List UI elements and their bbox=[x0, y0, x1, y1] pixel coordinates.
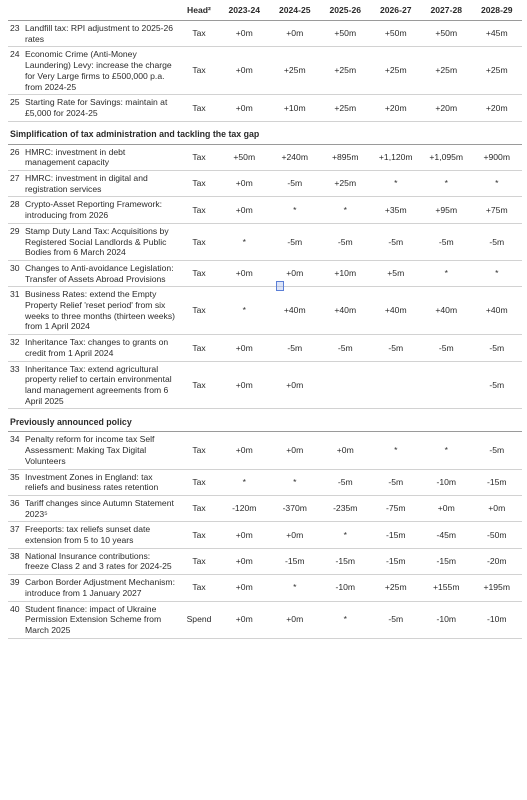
row-value: -235m bbox=[320, 495, 371, 521]
row-value: +0m bbox=[219, 260, 270, 286]
row-value: +0m bbox=[320, 432, 371, 469]
header-year: 2023-24 bbox=[219, 0, 270, 21]
row-head: Tax bbox=[179, 287, 219, 335]
row-value: +5m bbox=[371, 260, 422, 286]
table-row bbox=[8, 47, 522, 95]
row-value: +240m bbox=[270, 144, 321, 170]
row-number: 24 bbox=[8, 47, 25, 95]
row-value: -5m bbox=[472, 361, 523, 409]
row-number: 32 bbox=[8, 335, 25, 361]
row-head: Tax bbox=[179, 21, 219, 47]
row-head: Tax bbox=[179, 223, 219, 260]
row-number: 37 bbox=[8, 522, 25, 548]
table-row bbox=[8, 469, 522, 495]
row-value: -15m bbox=[421, 548, 472, 574]
row-value: +50m bbox=[219, 144, 270, 170]
row-value: +0m bbox=[219, 361, 270, 409]
row-number: 30 bbox=[8, 260, 25, 286]
row-description: Stamp Duty Land Tax: Acquisitions by Registered Social Landlords & Public Bodies from 6 March 2024 bbox=[25, 223, 179, 260]
row-value: -5m bbox=[371, 601, 422, 638]
row-number: 36 bbox=[8, 495, 25, 521]
row-value: +0m bbox=[270, 601, 321, 638]
row-value: * bbox=[320, 522, 371, 548]
row-value: +10m bbox=[270, 95, 321, 121]
row-value: -5m bbox=[270, 223, 321, 260]
row-value: -5m bbox=[421, 335, 472, 361]
row-description: Tariff changes since Autumn Statement 2023⁵ bbox=[25, 495, 179, 521]
row-value: +0m bbox=[421, 495, 472, 521]
row-value bbox=[421, 361, 472, 409]
row-value: -15m bbox=[320, 548, 371, 574]
row-value: +25m bbox=[371, 47, 422, 95]
row-value: +25m bbox=[421, 47, 472, 95]
row-value: +95m bbox=[421, 197, 472, 223]
row-head: Tax bbox=[179, 575, 219, 601]
row-head: Spend bbox=[179, 601, 219, 638]
row-value: -20m bbox=[472, 548, 523, 574]
row-value: * bbox=[270, 197, 321, 223]
row-head: Tax bbox=[179, 432, 219, 469]
row-value: +0m bbox=[219, 335, 270, 361]
row-value: -370m bbox=[270, 495, 321, 521]
row-value: +40m bbox=[472, 287, 523, 335]
row-head: Tax bbox=[179, 522, 219, 548]
table-row bbox=[8, 361, 522, 409]
row-value: -5m bbox=[320, 335, 371, 361]
row-number: 27 bbox=[8, 171, 25, 197]
table-body bbox=[8, 21, 522, 639]
table-row bbox=[8, 601, 522, 638]
row-value: -5m bbox=[472, 335, 523, 361]
row-value: -5m bbox=[371, 335, 422, 361]
table-row bbox=[8, 171, 522, 197]
row-value: +50m bbox=[320, 21, 371, 47]
row-value: +0m bbox=[219, 432, 270, 469]
row-description: Freeports: tax reliefs sunset date extension from 5 to 10 years bbox=[25, 522, 179, 548]
row-head: Tax bbox=[179, 197, 219, 223]
row-value: +25m bbox=[371, 575, 422, 601]
row-value: * bbox=[472, 260, 523, 286]
row-value: +40m bbox=[371, 287, 422, 335]
table-header bbox=[8, 0, 522, 21]
table-row bbox=[8, 197, 522, 223]
row-value: -5m bbox=[320, 223, 371, 260]
row-description: HMRC: investment in debt management capacity bbox=[25, 144, 179, 170]
row-head: Tax bbox=[179, 495, 219, 521]
row-description: Crypto-Asset Reporting Framework: introducing from 2026 bbox=[25, 197, 179, 223]
row-value: +0m bbox=[219, 548, 270, 574]
row-value: +195m bbox=[472, 575, 523, 601]
row-number: 25 bbox=[8, 95, 25, 121]
section-heading bbox=[8, 121, 522, 144]
row-value: +0m bbox=[270, 432, 321, 469]
row-number: 35 bbox=[8, 469, 25, 495]
row-value: +20m bbox=[421, 95, 472, 121]
row-value: * bbox=[371, 432, 422, 469]
row-value: +0m bbox=[219, 21, 270, 47]
row-number: 39 bbox=[8, 575, 25, 601]
row-value: +1,095m bbox=[421, 144, 472, 170]
table-row bbox=[8, 495, 522, 521]
header-desc bbox=[25, 0, 179, 21]
row-value: +1,120m bbox=[371, 144, 422, 170]
row-value: +25m bbox=[472, 47, 523, 95]
row-value: +40m bbox=[320, 287, 371, 335]
row-value: -10m bbox=[421, 601, 472, 638]
row-value: * bbox=[219, 287, 270, 335]
header-year: 2027-28 bbox=[421, 0, 472, 21]
row-head: Tax bbox=[179, 47, 219, 95]
row-value: -5m bbox=[421, 223, 472, 260]
row-value: +25m bbox=[320, 47, 371, 95]
row-value: +10m bbox=[320, 260, 371, 286]
row-description: Penalty reform for income tax Self Assessment: Making Tax Digital Volunteers bbox=[25, 432, 179, 469]
row-head: Tax bbox=[179, 361, 219, 409]
row-value: +0m bbox=[219, 575, 270, 601]
header-num bbox=[8, 0, 25, 21]
row-value: +20m bbox=[472, 95, 523, 121]
row-value: +50m bbox=[371, 21, 422, 47]
row-number: 34 bbox=[8, 432, 25, 469]
row-value: -5m bbox=[472, 432, 523, 469]
row-value: -15m bbox=[371, 522, 422, 548]
row-description: Changes to Anti-avoidance Legislation: Transfer of Assets Abroad Provisions bbox=[25, 260, 179, 286]
row-value: +0m bbox=[219, 95, 270, 121]
row-description: HMRC: investment in digital and registration services bbox=[25, 171, 179, 197]
row-value: -5m bbox=[371, 223, 422, 260]
row-value: * bbox=[219, 223, 270, 260]
row-value: * bbox=[219, 469, 270, 495]
header-year: 2026-27 bbox=[371, 0, 422, 21]
row-value: -5m bbox=[472, 223, 523, 260]
row-value: +0m bbox=[270, 260, 321, 286]
row-value: -45m bbox=[421, 522, 472, 548]
row-value: +20m bbox=[371, 95, 422, 121]
row-value: +0m bbox=[219, 47, 270, 95]
row-description: Starting Rate for Savings: maintain at £5,000 for 2024-25 bbox=[25, 95, 179, 121]
row-value: * bbox=[320, 601, 371, 638]
row-head: Tax bbox=[179, 548, 219, 574]
table-row bbox=[8, 21, 522, 47]
section-heading bbox=[8, 409, 522, 432]
row-head: Tax bbox=[179, 335, 219, 361]
table-row bbox=[8, 223, 522, 260]
row-value: +25m bbox=[270, 47, 321, 95]
row-value: +45m bbox=[472, 21, 523, 47]
header-year: 2024-25 bbox=[270, 0, 321, 21]
row-value bbox=[371, 361, 422, 409]
table-row bbox=[8, 548, 522, 574]
row-value: -10m bbox=[472, 601, 523, 638]
row-value: * bbox=[472, 171, 523, 197]
row-value: +900m bbox=[472, 144, 523, 170]
row-value: * bbox=[421, 432, 472, 469]
row-value: -5m bbox=[371, 469, 422, 495]
row-value: -120m bbox=[219, 495, 270, 521]
row-value: +25m bbox=[320, 171, 371, 197]
row-value: -5m bbox=[270, 171, 321, 197]
row-number: 29 bbox=[8, 223, 25, 260]
table-row bbox=[8, 287, 522, 335]
row-value: -15m bbox=[371, 548, 422, 574]
row-value: +40m bbox=[270, 287, 321, 335]
row-value: +40m bbox=[421, 287, 472, 335]
text-cursor-icon bbox=[276, 281, 284, 291]
row-value bbox=[320, 361, 371, 409]
row-head: Tax bbox=[179, 260, 219, 286]
section-title: Previously announced policy bbox=[8, 409, 522, 432]
row-value: * bbox=[270, 469, 321, 495]
row-number: 31 bbox=[8, 287, 25, 335]
row-value: * bbox=[371, 171, 422, 197]
header-head: Head² bbox=[179, 0, 219, 21]
header-year: 2025-26 bbox=[320, 0, 371, 21]
table-row bbox=[8, 260, 522, 286]
row-description: Carbon Border Adjustment Mechanism: introduce from 1 January 2027 bbox=[25, 575, 179, 601]
row-value: * bbox=[270, 575, 321, 601]
row-value: +0m bbox=[219, 522, 270, 548]
row-description: Landfill tax: RPI adjustment to 2025-26 rates bbox=[25, 21, 179, 47]
row-value: +0m bbox=[270, 522, 321, 548]
row-number: 28 bbox=[8, 197, 25, 223]
table-row bbox=[8, 335, 522, 361]
row-number: 40 bbox=[8, 601, 25, 638]
row-description: Economic Crime (Anti-Money Laundering) Levy: increase the charge for Very Large firms to £500,000 p.a. from 2024-25 bbox=[25, 47, 179, 95]
row-value: -15m bbox=[472, 469, 523, 495]
row-value: +0m bbox=[472, 495, 523, 521]
table-row bbox=[8, 575, 522, 601]
row-head: Tax bbox=[179, 171, 219, 197]
row-value: +35m bbox=[371, 197, 422, 223]
row-value: -5m bbox=[270, 335, 321, 361]
row-value: +0m bbox=[219, 171, 270, 197]
row-value: +0m bbox=[270, 361, 321, 409]
row-value: -50m bbox=[472, 522, 523, 548]
row-description: National Insurance contributions: freeze Class 2 and 3 rates for 2024-25 bbox=[25, 548, 179, 574]
section-title: Simplification of tax administration and tackling the tax gap bbox=[8, 121, 522, 144]
policy-costings-table bbox=[8, 0, 522, 639]
row-value: * bbox=[320, 197, 371, 223]
row-value: -75m bbox=[371, 495, 422, 521]
row-head: Tax bbox=[179, 144, 219, 170]
row-description: Investment Zones in England: tax reliefs and business rates retention bbox=[25, 469, 179, 495]
row-value: +75m bbox=[472, 197, 523, 223]
row-number: 38 bbox=[8, 548, 25, 574]
row-value: +25m bbox=[320, 95, 371, 121]
row-head: Tax bbox=[179, 469, 219, 495]
row-value: * bbox=[421, 260, 472, 286]
row-description: Student finance: impact of Ukraine Permission Extension Scheme from March 2025 bbox=[25, 601, 179, 638]
row-value: +0m bbox=[219, 197, 270, 223]
row-description: Business Rates: extend the Empty Property Relief 'reset period' from six weeks to three months (thirteen weeks) from 1 April 2024 bbox=[25, 287, 179, 335]
row-description: Inheritance Tax: changes to grants on credit from 1 April 2024 bbox=[25, 335, 179, 361]
row-value: +0m bbox=[270, 21, 321, 47]
table-row bbox=[8, 432, 522, 469]
row-number: 33 bbox=[8, 361, 25, 409]
row-description: Inheritance Tax: extend agricultural property relief to certain environmental land management agreements from 6 April 2025 bbox=[25, 361, 179, 409]
row-value: +0m bbox=[219, 601, 270, 638]
table-row bbox=[8, 144, 522, 170]
row-value: * bbox=[421, 171, 472, 197]
row-value: -15m bbox=[270, 548, 321, 574]
row-number: 23 bbox=[8, 21, 25, 47]
row-value: +155m bbox=[421, 575, 472, 601]
row-value: +895m bbox=[320, 144, 371, 170]
table-row bbox=[8, 522, 522, 548]
row-value: -10m bbox=[320, 575, 371, 601]
row-head: Tax bbox=[179, 95, 219, 121]
row-number: 26 bbox=[8, 144, 25, 170]
header-year: 2028-29 bbox=[472, 0, 523, 21]
row-value: -5m bbox=[320, 469, 371, 495]
row-value: -10m bbox=[421, 469, 472, 495]
row-value: +50m bbox=[421, 21, 472, 47]
table-row bbox=[8, 95, 522, 121]
